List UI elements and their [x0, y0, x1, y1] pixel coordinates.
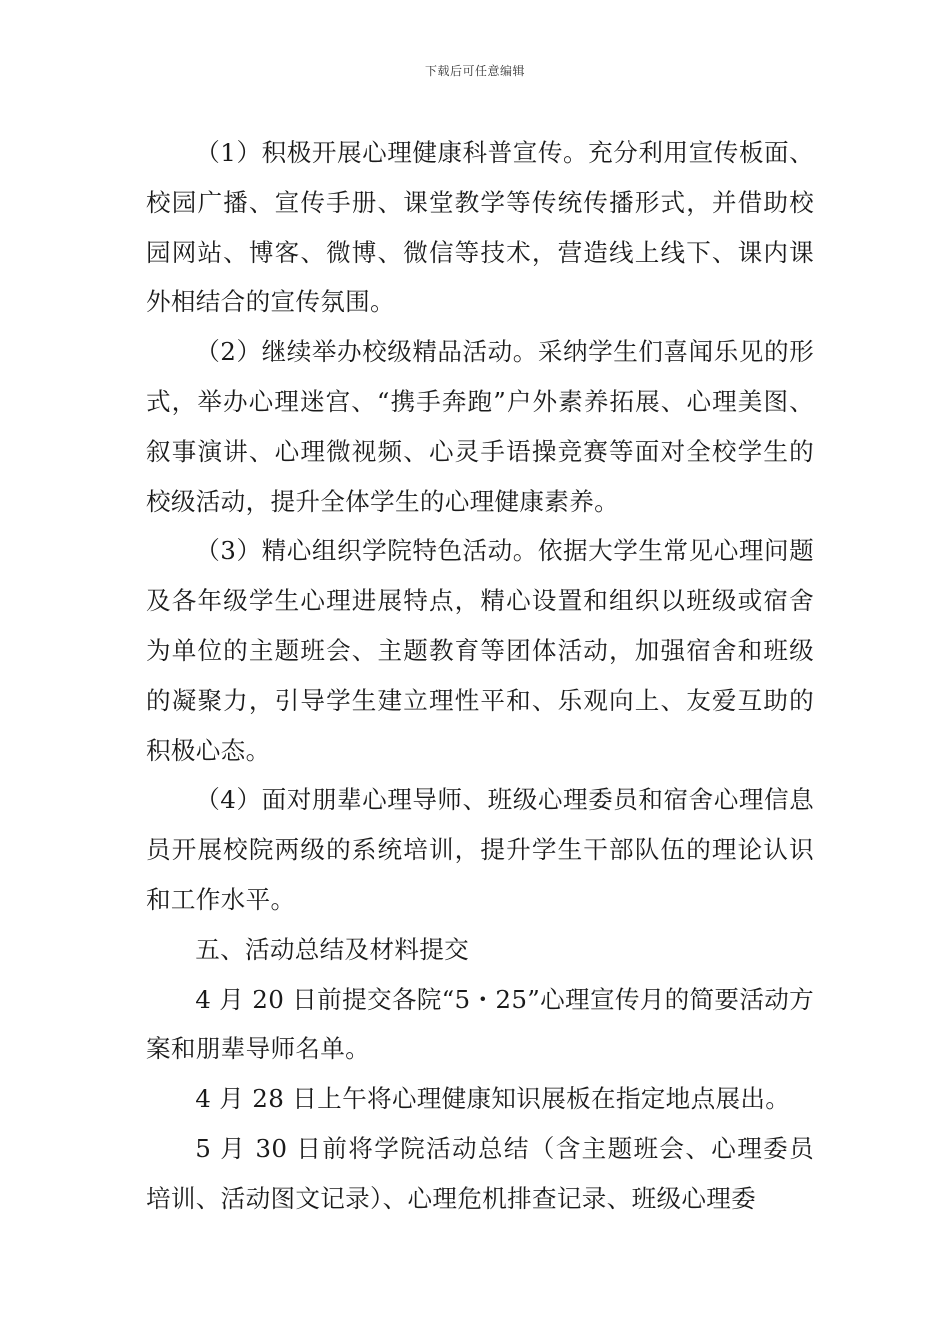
header-note: 下载后可任意编辑: [424, 64, 525, 78]
paragraph-item-4: （4）面对朋辈心理导师、班级心理委员和宿舍心理信息员开展校院两级的系统培训，提升学生干部队伍的理论认识和工作水平。: [146, 785, 814, 914]
paragraph-item-7: 5 月 30 日前将学院活动总结（含主题班会、心理委员培训、活动图文记录）、心理危机排查记录、班级心理委: [146, 1133, 814, 1213]
section-heading: 五、活动总结及材料提交: [195, 934, 470, 964]
paragraph-item-2: （2）继续举办校级精品活动。采纳学生们喜闻乐见的形式，举办心理迷宫、“携手奔跑”户外素养拓展、心理美图、叙事演讲、心理微视频、心灵手语操竞赛等面对全校学生的校级活动，提升全体学生的心理健康素养。: [146, 337, 814, 516]
paragraph-item-6: 4 月 28 日上午将心理健康知识展板在指定地点展出。: [195, 1084, 791, 1114]
document-body: [146, 128, 814, 1224]
paragraph-item-1: （1）积极开展心理健康科普宣传。充分利用宣传板面、校园广播、宣传手册、课堂教学等传统传播形式，并借助校园网站、博客、微博、微信等技术，营造线上线下、课内课外相结合的宣传氛围。: [146, 138, 814, 317]
paragraph-item-3: （3）精心组织学院特色活动。依据大学生常见心理问题及各年级学生心理进展特点，精心设置和组织以班级或宿舍为单位的主题班会、主题教育等团体活动，加强宿舍和班级的凝聚力，引导学生建立理性平和、乐观向上、友爱互助的积极心态。: [146, 536, 814, 765]
paragraph-item-5: 4 月 20 日前提交各院“5・25”心理宣传月的简要活动方案和朋辈导师名单。: [146, 984, 814, 1064]
